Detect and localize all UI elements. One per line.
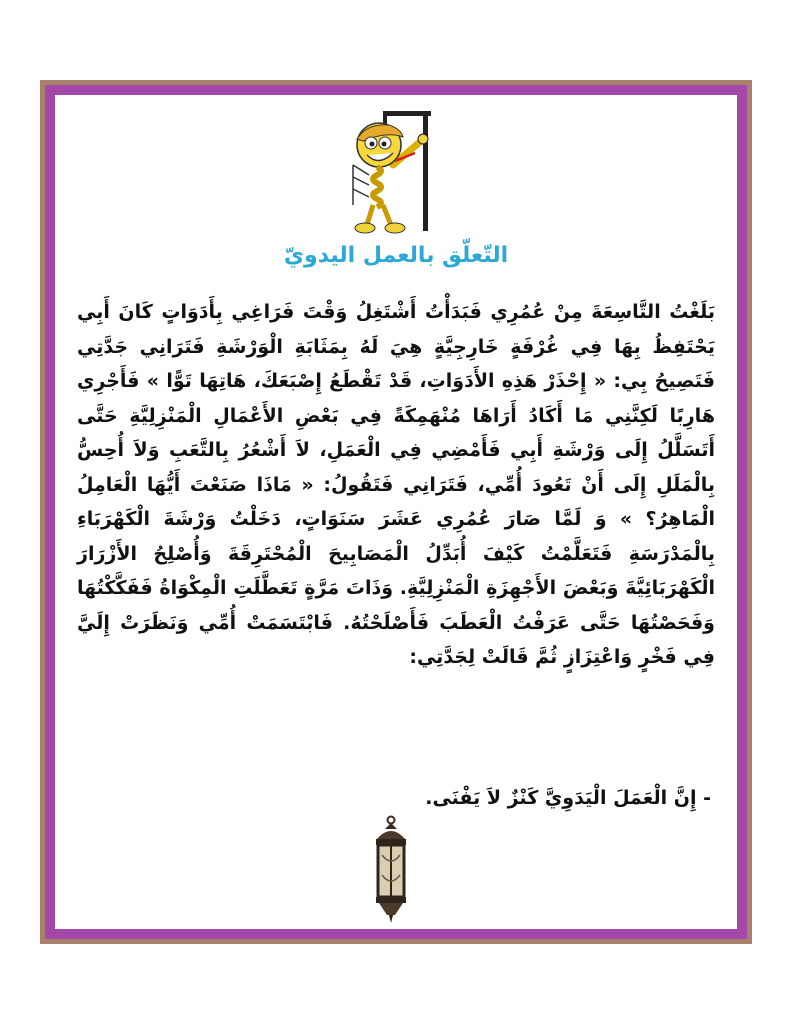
worker-mascot-icon: [323, 105, 453, 235]
story-paragraph: بَلَغْتُ التَّاسِعَةَ مِنْ عُمُرِي فَبَدَأْتُ أَشْتَغِلُ وَقْتَ فَرَاغِي بِأَدَوَاتٍ كَانَ أَبِي يَحْتَفِظُ بِهَا فِي غُرْفَةٍ خَارِجِيَّةٍ هِيَ لَهُ بِمَثَابَةِ الْوَرْشَةِ فَتَرَانِي جَدَّتِي فَتَصِيحُ بِي: « إِحْذَرْ هَذِهِ الأَدَوَاتِ، قَدْ تَقْطَعُ إِصْبَعَكَ، هَاتِهَا تَوًّا » فَأَجْرِي هَارِبًا لَكِنَّنِي مَا أَكَادُ أَرَاهَا مُنْهَمِكَةً فِي بَعْضِ الأَعْمَالِ الْمَنْزِلِيَّةِ حَتَّى أَتَسَلَّلُ إِلَى وَرْشَةِ أَبِي فَأَمْضِي فِي الْعَمَلِ، لاَ أَشْعُرُ بِالتَّعَبِ وَلاَ أُحِسُّ بِالْمَلَلِ إِلَى أَنْ تَعُودَ أُمِّي، فَتَرَانِي فَتَقُولُ: « مَاذَا صَنَعْتَ أَيُّهَا الْعَامِلُ الْمَاهِرُ؟ » وَ لَمَّا صَارَ عُمُرِي عَشَرَ سَنَوَاتٍ، دَخَلْتُ وَرْشَةَ الْكَهْرَبَاءِ بِالْمَدْرَسَةِ فَتَعَلَّمْتُ كَيْفَ أُبَدِّلُ الْمَصَابِيحَ الْمُحْتَرِقَةَ وَأُصْلِحُ الأَزْرَارَ الْكَهْرَبَائِيَّةَ وَبَعْضَ الأَجْهِزَةِ الْمَنْزِلِيَّةِ. وَذَاتَ مَرَّةٍ تَعَطَّلَتِ الْمِكْوَاةُ فَفَكَّكْتُهَا وَفَحَصْتُهَا حَتَّى عَرَفْتُ الْعَطَبَ فَأَصْلَحْتُهُ. فَابْتَسَمَتْ أُمِّي وَنَظَرَتْ إِلَيَّ فِي فَخْرٍ وَاعْتِزَازٍ ثُمَّ قَالَتْ لِجَدَّتِي:: [77, 301, 715, 668]
worksheet-page: [55, 95, 737, 929]
proverb-line: - إِنَّ الْعَمَلَ الْيَدَوِيَّ كَنْزٌ لاَ يَفْنَى.: [425, 787, 711, 809]
page-title: التّعلّق بالعمل اليدويّ: [283, 243, 509, 268]
page-frame: [40, 80, 752, 944]
lantern-icon: [367, 815, 415, 925]
page-frame-border: [45, 85, 747, 939]
